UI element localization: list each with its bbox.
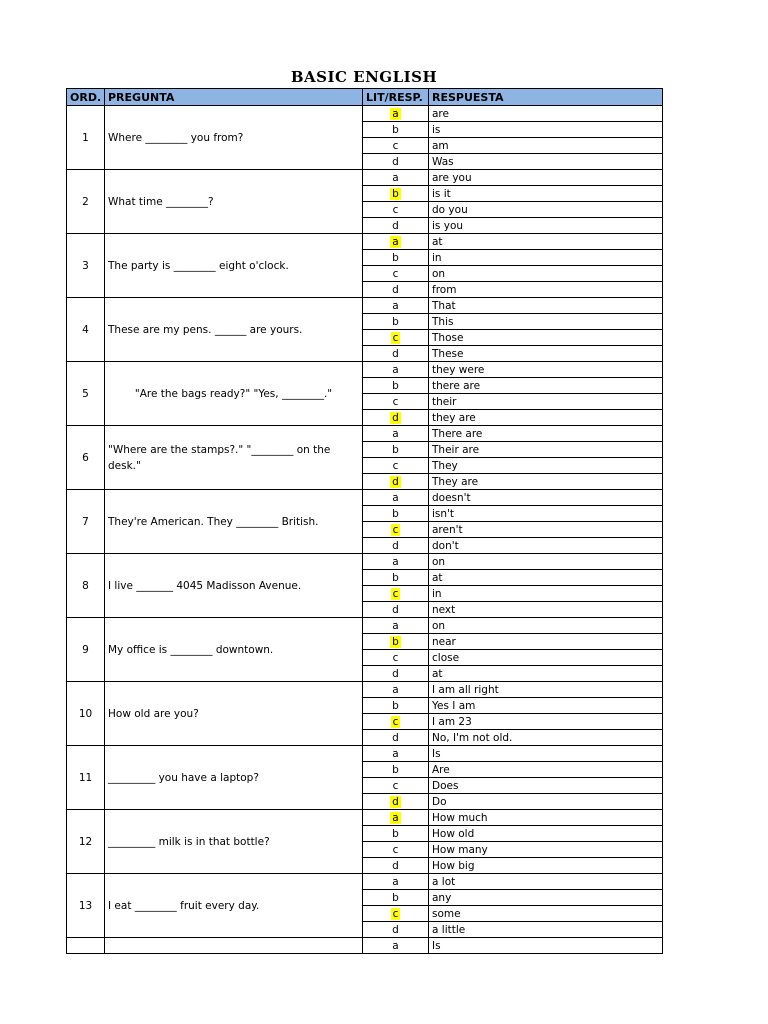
option-answer: is it [429,186,663,202]
correct-option-letter: d [392,795,399,808]
option-letter: c [392,651,399,664]
option-answer: close [429,650,663,666]
option-answer: This [429,314,663,330]
option-letter-cell [363,650,429,666]
question-number: 12 [67,810,105,874]
question-text: _________ milk is in that bottle? [105,810,363,874]
option-answer: Yes I am [429,698,663,714]
option-letter: c [392,267,399,280]
option-letter-cell [363,570,429,586]
option-letter: b [392,827,399,840]
option-letter: c [392,779,399,792]
option-answer: are [429,106,663,122]
answer-row [67,938,663,954]
option-letter: d [392,667,399,680]
answer-row [67,682,663,698]
option-letter-cell [363,490,429,506]
option-letter-cell [363,522,429,538]
option-letter: b [392,123,399,136]
option-letter: b [392,891,399,904]
option-letter: b [392,763,399,776]
document-title: BASIC ENGLISH [290,68,438,86]
option-answer: How much [429,810,663,826]
correct-option-letter: c [392,523,399,536]
option-letter-cell [363,730,429,746]
option-letter-cell [363,778,429,794]
option-letter-cell [363,298,429,314]
option-letter: d [392,539,399,552]
option-letter: c [392,395,399,408]
option-answer: at [429,570,663,586]
option-letter: d [392,155,399,168]
option-answer: in [429,250,663,266]
option-letter-cell [363,890,429,906]
question-number [67,938,105,954]
option-answer: I am all right [429,682,663,698]
option-letter-cell [363,634,429,650]
option-letter-cell [363,746,429,762]
option-letter-cell [363,618,429,634]
option-letter: b [392,699,399,712]
option-letter: a [392,619,399,632]
option-answer: they are [429,410,663,426]
question-text: I eat ________ fruit every day. [105,874,363,938]
option-answer: next [429,602,663,618]
option-letter: d [392,283,399,296]
option-letter-cell [363,666,429,682]
option-letter: c [392,459,399,472]
header-answer: RESPUESTA [429,89,663,106]
option-letter: c [392,843,399,856]
option-answer: on [429,554,663,570]
option-answer: How old [429,826,663,842]
option-answer: Does [429,778,663,794]
correct-option-letter: a [392,235,399,248]
option-answer: Is [429,938,663,954]
option-letter: d [392,923,399,936]
option-letter: d [392,603,399,616]
option-answer: from [429,282,663,298]
option-letter-cell [363,714,429,730]
option-answer: Are [429,762,663,778]
option-answer: They are [429,474,663,490]
option-answer: at [429,666,663,682]
question-text: _________ you have a laptop? [105,746,363,810]
option-letter: a [392,939,399,952]
option-letter-cell [363,906,429,922]
option-answer: How many [429,842,663,858]
option-letter: a [392,491,399,504]
option-letter-cell [363,602,429,618]
correct-option-letter: a [392,811,399,824]
option-letter-cell [363,842,429,858]
option-letter-cell [363,122,429,138]
option-answer: they were [429,362,663,378]
answer-row [67,362,663,378]
option-letter-cell [363,186,429,202]
question-number: 6 [67,426,105,490]
correct-option-letter: b [392,187,399,200]
option-answer: are you [429,170,663,186]
question-text: They're American. They ________ British. [105,490,363,554]
option-answer: Is [429,746,663,762]
option-answer: on [429,266,663,282]
header-question: PREGUNTA [105,89,363,106]
option-answer: How big [429,858,663,874]
option-answer: a little [429,922,663,938]
option-letter: b [392,571,399,584]
option-letter-cell [363,138,429,154]
correct-option-letter: c [392,587,399,600]
option-letter-cell [363,410,429,426]
option-answer: there are [429,378,663,394]
option-answer: Do [429,794,663,810]
option-answer: do you [429,202,663,218]
option-letter: d [392,219,399,232]
question-text: "Are the bags ready?" "Yes, ________." [105,362,363,426]
option-answer: any [429,890,663,906]
option-letter-cell [363,474,429,490]
question-number: 13 [67,874,105,938]
quiz-body [67,106,663,954]
option-answer: doesn't [429,490,663,506]
option-answer: Was [429,154,663,170]
question-number: 2 [67,170,105,234]
option-letter-cell [363,682,429,698]
option-answer: That [429,298,663,314]
option-letter: b [392,315,399,328]
option-answer: near [429,634,663,650]
option-answer: These [429,346,663,362]
option-letter: b [392,443,399,456]
option-letter-cell [363,922,429,938]
option-letter: b [392,251,399,264]
question-text: My office is ________ downtown. [105,618,363,682]
option-letter: b [392,379,399,392]
option-letter-cell [363,314,429,330]
question-text: The party is ________ eight o'clock. [105,234,363,298]
option-letter: a [392,683,399,696]
option-letter: d [392,731,399,744]
option-letter: a [392,363,399,376]
option-letter-cell [363,426,429,442]
question-text: Where ________ you from? [105,106,363,170]
correct-option-letter: c [392,331,399,344]
question-text: I live _______ 4045 Madisson Avenue. [105,554,363,618]
option-letter-cell [363,106,429,122]
option-answer: on [429,618,663,634]
question-number: 9 [67,618,105,682]
correct-option-letter: b [392,635,399,648]
option-answer: at [429,234,663,250]
option-letter-cell [363,586,429,602]
option-answer: I am 23 [429,714,663,730]
answer-row [67,298,663,314]
answer-row [67,490,663,506]
option-letter: a [392,171,399,184]
question-number: 10 [67,682,105,746]
question-text: These are my pens. ______ are yours. [105,298,363,362]
answer-row [67,746,663,762]
option-answer: No, I'm not old. [429,730,663,746]
header-ord: ORD. [67,89,105,106]
option-answer: a lot [429,874,663,890]
answer-row [67,106,663,122]
correct-option-letter: c [392,907,399,920]
question-text: "Where are the stamps?." "________ on the desk." [105,426,363,490]
option-letter: a [392,427,399,440]
question-text: How old are you? [105,682,363,746]
option-answer: Those [429,330,663,346]
option-letter-cell [363,874,429,890]
option-letter-cell [363,538,429,554]
option-answer: their [429,394,663,410]
option-letter-cell [363,794,429,810]
option-letter: d [392,859,399,872]
option-letter-cell [363,858,429,874]
question-number: 4 [67,298,105,362]
option-letter-cell [363,282,429,298]
option-letter-cell [363,154,429,170]
option-answer: Their are [429,442,663,458]
option-letter: c [392,139,399,152]
option-letter-cell [363,362,429,378]
answer-row [67,618,663,634]
option-letter: a [392,747,399,760]
question-number: 8 [67,554,105,618]
option-letter-cell [363,218,429,234]
option-letter: c [392,203,399,216]
option-letter-cell [363,202,429,218]
correct-option-letter: d [392,475,399,488]
option-letter-cell [363,234,429,250]
answer-row [67,170,663,186]
answer-row [67,234,663,250]
option-letter-cell [363,394,429,410]
option-letter-cell [363,458,429,474]
option-answer: isn't [429,506,663,522]
option-letter-cell [363,266,429,282]
option-letter-cell [363,250,429,266]
option-answer: They [429,458,663,474]
option-letter-cell [363,762,429,778]
correct-option-letter: c [392,715,399,728]
option-letter-cell [363,442,429,458]
header-row [67,89,663,106]
option-letter: b [392,507,399,520]
question-number: 5 [67,362,105,426]
option-letter: a [392,299,399,312]
option-answer: some [429,906,663,922]
option-answer: There are [429,426,663,442]
option-letter-cell [363,346,429,362]
option-letter: a [392,875,399,888]
question-text [105,938,363,954]
answer-row [67,874,663,890]
option-answer: am [429,138,663,154]
option-letter-cell [363,810,429,826]
option-letter-cell [363,698,429,714]
question-number: 7 [67,490,105,554]
option-letter-cell [363,938,429,954]
quiz-table [66,88,663,954]
answer-row [67,810,663,826]
option-letter: d [392,347,399,360]
option-letter-cell [363,378,429,394]
option-letter-cell [363,330,429,346]
correct-option-letter: a [392,107,399,120]
option-letter-cell [363,506,429,522]
question-text: What time ________? [105,170,363,234]
option-letter-cell [363,554,429,570]
question-number: 11 [67,746,105,810]
option-letter: a [392,555,399,568]
option-answer: aren't [429,522,663,538]
option-answer: is [429,122,663,138]
header-letter: LIT/RESP. [363,89,429,106]
option-letter-cell [363,170,429,186]
option-answer: don't [429,538,663,554]
option-answer: in [429,586,663,602]
option-letter-cell [363,826,429,842]
correct-option-letter: d [392,411,399,424]
answer-row [67,426,663,442]
question-number: 1 [67,106,105,170]
option-answer: is you [429,218,663,234]
answer-row [67,554,663,570]
question-number: 3 [67,234,105,298]
